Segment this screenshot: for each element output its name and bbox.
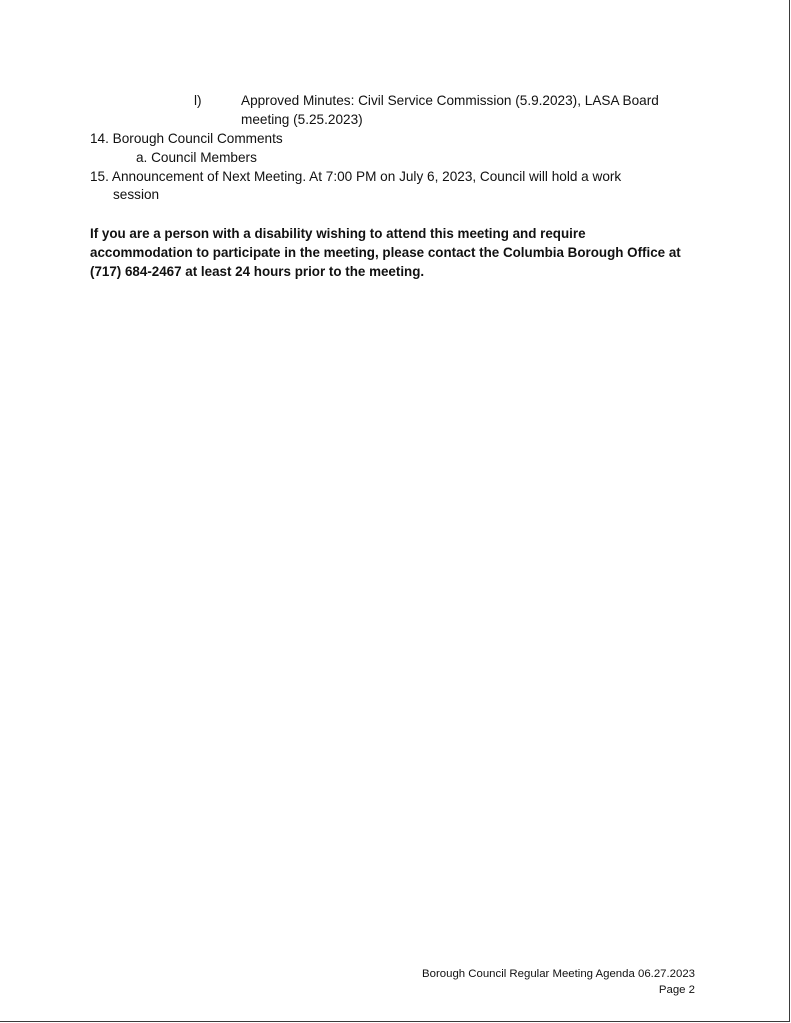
accessibility-notice-line1: If you are a person with a disability wishing to attend this meeting and require bbox=[90, 226, 586, 241]
footer-page-number: Page 2 bbox=[658, 984, 695, 996]
accessibility-notice-line2: accommodation to participate in the meeting, please contact the Columbia Borough Office at bbox=[90, 245, 681, 260]
agenda-item-15-line2: session bbox=[113, 187, 160, 202]
agenda-item-14: 14. Borough Council Comments bbox=[90, 131, 283, 146]
agenda-item-l-line1: Approved Minutes: Civil Service Commission (5.9.2023), LASA Board bbox=[241, 93, 659, 108]
footer-title: Borough Council Regular Meeting Agenda 06.27.2023 bbox=[422, 968, 695, 980]
agenda-item-l-line2: meeting (5.25.2023) bbox=[241, 112, 363, 127]
agenda-item-14a: a. Council Members bbox=[136, 150, 257, 165]
accessibility-notice-line3: (717) 684-2467 at least 24 hours prior to the meeting. bbox=[90, 264, 425, 279]
agenda-item-l-marker: l) bbox=[194, 93, 202, 108]
agenda-item-15-line1: 15. Announcement of Next Meeting. At 7:00 PM on July 6, 2023, Council will hold a work bbox=[90, 169, 622, 184]
